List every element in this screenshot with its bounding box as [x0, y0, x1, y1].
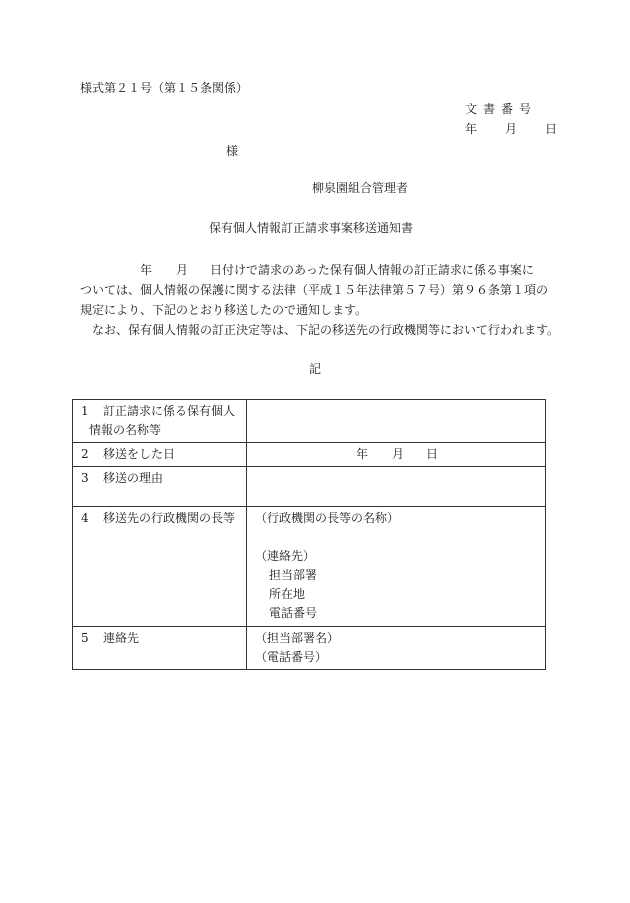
- row2-label: 移送をした日: [103, 447, 176, 461]
- row2-number: 2: [81, 447, 89, 461]
- row4-number: 4: [81, 511, 89, 525]
- row5-department-name: （担当部署名）: [255, 631, 340, 645]
- paragraph1-line2: ついては、個人情報の保護に関する法律（平成１５年法律第５７号）第９６条第１項の: [80, 283, 549, 297]
- table-row: [73, 467, 546, 507]
- row4-agency-name: （行政機関の長等の名称）: [255, 511, 400, 525]
- row5-label-cell: [73, 627, 247, 670]
- table-row: [73, 627, 546, 670]
- row2-month: 月: [391, 447, 404, 461]
- ki-heading: 記: [309, 362, 322, 376]
- addressee-suffix: 様: [226, 144, 239, 158]
- form-number: 様式第２１号（第１５条関係）: [80, 81, 249, 95]
- row3-value-cell: [247, 467, 546, 507]
- detail-table: [72, 399, 546, 670]
- table-row: [73, 443, 546, 467]
- row2-year: 年: [355, 447, 368, 461]
- p1-year: 年: [140, 263, 153, 277]
- row1-value-cell: [247, 400, 546, 443]
- row4-value-cell: [247, 507, 546, 627]
- row5-label: 連絡先: [103, 631, 140, 645]
- date-day: 日: [545, 122, 558, 136]
- sender-name: 柳泉園組合管理者: [312, 181, 409, 195]
- paragraph2-text: なお、保有個人情報の訂正決定等は、下記の移送先の行政機関等において行われます。: [92, 323, 560, 337]
- p1-month: 月: [176, 263, 189, 277]
- document-number-label: 文書番号: [465, 102, 538, 116]
- row3-label: 移送の理由: [103, 471, 164, 485]
- document-title: 保有個人情報訂正請求事案移送通知書: [209, 221, 414, 235]
- paragraph1-line1: [80, 262, 534, 278]
- row4-contact-heading: （連絡先）: [255, 549, 316, 563]
- row2-value-cell: [247, 443, 546, 467]
- date-month: 月: [505, 122, 518, 136]
- row1-label-b: 情報の名称等: [89, 423, 162, 437]
- row4-label: 移送先の行政機関の長等: [103, 511, 236, 525]
- document-date: [465, 121, 557, 137]
- row4-label-cell: [73, 507, 247, 627]
- date-year: 年: [465, 122, 478, 136]
- row4-department: 担当部署: [269, 568, 318, 582]
- paragraph1-line3: 規定により、下記のとおり移送したので通知します。: [80, 303, 368, 317]
- row2-day: 日: [426, 447, 439, 461]
- row4-address: 所在地: [269, 587, 306, 601]
- row3-label-cell: [73, 467, 247, 507]
- row2-label-cell: [73, 443, 247, 467]
- row1-label-cell: [73, 400, 247, 443]
- row1-label-a: 訂正請求に係る保有個人: [103, 404, 236, 418]
- row3-number: 3: [81, 471, 89, 485]
- row1-number: 1: [81, 404, 89, 418]
- p1-rest: 日付けで請求のあった保有個人情報の訂正請求に係る事案に: [210, 263, 534, 277]
- row5-value-cell: [247, 627, 546, 670]
- table-row: [73, 507, 546, 627]
- table-row: [73, 400, 546, 443]
- row5-number: 5: [81, 631, 89, 645]
- row5-phone-number: （電話番号）: [255, 650, 328, 664]
- row4-phone: 電話番号: [269, 606, 318, 620]
- paragraph2: [80, 322, 559, 338]
